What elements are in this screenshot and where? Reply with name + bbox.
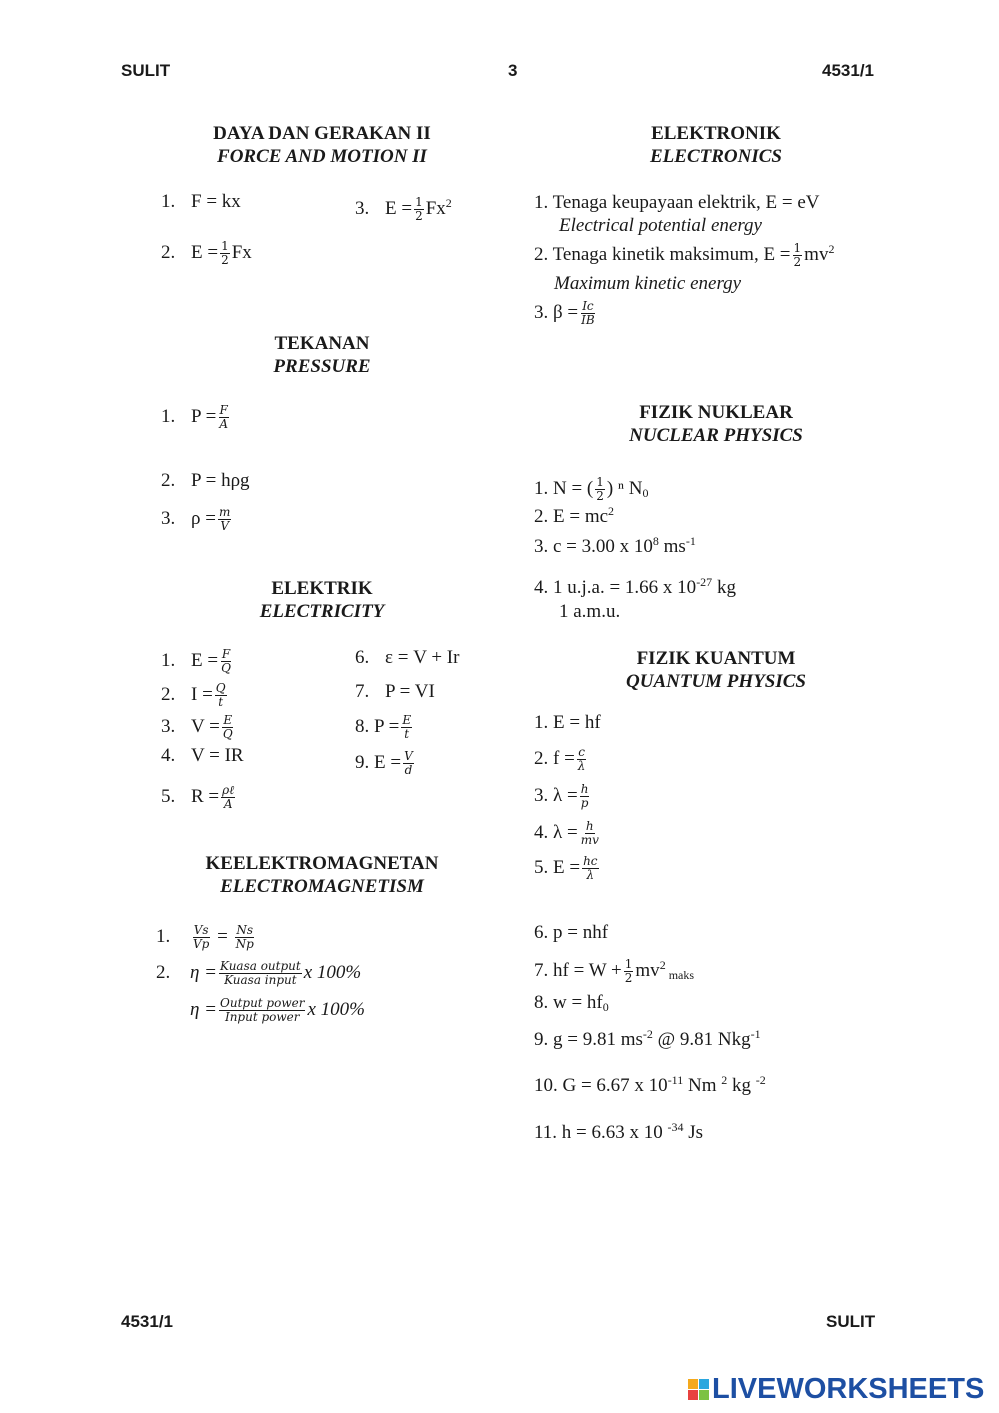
formula-force-3: 3. E = $\frac{1}{2}$ Fx$^2$: [355, 195, 452, 223]
formula-quantum-7: 7. hf = W + $\frac{1}{2}$ $mv^2$ $_{maks}$: [534, 957, 695, 985]
section-quantum: [556, 647, 876, 693]
formula-em-3: η = $\frac{\text{Output power}}{\text{Input power}}$ x 100%: [190, 996, 365, 1024]
formula-electricity-1: 1. E = $\frac{F}{Q}$: [161, 647, 231, 675]
section-electronics: [556, 122, 876, 168]
formula-quantum-8: 8. $w = hf_0$: [534, 992, 609, 1014]
liveworksheets-logo-icon: [688, 1379, 709, 1400]
formula-force-2: 2. E = $\frac{1}{2}$ Fx: [161, 239, 252, 267]
formula-quantum-10: 10. G = 6.67 x $10^{-11}$ Nm $^2$ kg $^{-2}$: [534, 1073, 766, 1096]
section-title-en: PRESSURE: [273, 356, 371, 377]
formula-quantum-9: 9. g = 9.81 $ms^{-2}$ @ 9.81 Nkg$^{-1}$: [534, 1027, 761, 1050]
section-title-ms: FIZIK KUANTUM: [636, 648, 796, 669]
section-electricity: [162, 577, 482, 623]
formula-em-2: 2. η = $\frac{\text{Kuasa output}}{\text{Kuasa input}}$ x 100%: [156, 959, 362, 987]
formula-electricity-7: 7. P = VI: [355, 681, 435, 702]
section-pressure: [162, 332, 482, 378]
formula-pressure-3: 3. ρ = $\frac{m}{V}$: [161, 505, 231, 533]
formula-quantum-4: 4. λ = $\frac{h}{mv}$: [534, 819, 599, 847]
footer-right: SULIT: [826, 1312, 876, 1331]
formula-electricity-6: 6. ε = V + Ir: [355, 647, 460, 668]
formula-pressure-1: 1. P = $\frac{F}{A}$: [161, 403, 228, 431]
section-title-ms: FIZIK NUKLEAR: [639, 402, 793, 423]
formula-electricity-8: 8. P = $\frac{E}{t}$: [355, 713, 412, 741]
header-right: 4531/1: [822, 61, 874, 80]
formula-force-1: 1. F = kx: [161, 191, 241, 212]
formula-electricity-5: 5. R = $\frac{\text{ρℓ}}{A}$: [161, 783, 235, 811]
section-title-ms: ELEKTRONIK: [651, 123, 781, 144]
formula-electronics-1-en: Electrical potential energy: [559, 215, 762, 236]
section-title-ms: TEKANAN: [274, 333, 370, 354]
formula-nuclear-4: 4. 1 u.j.a. = 1.66 x $10^{-27}$ kg: [534, 575, 736, 598]
liveworksheets-logo-text: LIVEWORKSHEETS: [712, 1373, 985, 1405]
formula-pressure-2: 2. P = hρg: [161, 470, 250, 491]
formula-quantum-11: 11. h = 6.63 x 10 $^{-34}$ Js: [534, 1120, 704, 1143]
section-title-ms: DAYA DAN GERAKAN II: [213, 123, 431, 144]
footer-left: 4531/1: [121, 1312, 173, 1331]
formula-electronics-1: 1. Tenaga keupayaan elektrik, E = eV: [534, 192, 820, 213]
section-title-en: QUANTUM PHYSICS: [626, 671, 806, 692]
page-number: 3: [508, 61, 518, 80]
formula-quantum-6: 6. p = nhf: [534, 922, 609, 943]
formula-electricity-9: 9. E = $\frac{V}{d}$: [355, 749, 413, 777]
formula-quantum-1: 1. E = hf: [534, 712, 601, 733]
formula-electricity-3: 3. V = $\frac{E}{Q}$: [161, 713, 233, 741]
formula-electronics-3: 3. β = $\frac{Ic}{IB}$: [534, 299, 595, 327]
section-title-en: ELECTRONICS: [650, 146, 782, 167]
formula-electricity-4: 4. V = IR: [161, 745, 244, 766]
liveworksheets-logo: [688, 1373, 984, 1406]
formula-electricity-2: 2. I = $\frac{Q}{t}$: [161, 681, 226, 709]
formula-electronics-2: 2. Tenaga kinetik maksimum, E = $\frac{1}{2}$ $mv^2$: [534, 241, 835, 269]
formula-electronics-2-en: Maximum kinetic energy: [554, 273, 742, 294]
section-nuclear: [556, 401, 876, 447]
section-title-en: NUCLEAR PHYSICS: [629, 425, 803, 446]
section-title-en: ELECTRICITY: [259, 601, 385, 622]
formula-quantum-2: 2. f = $\frac{c}{\lambda}$: [534, 745, 586, 773]
header-left: SULIT: [121, 61, 171, 80]
formula-nuclear-2: 2. $E = mc^2$: [534, 504, 615, 527]
formula-nuclear-4-en: 1 a.m.u.: [559, 601, 621, 622]
section-electromagnetism: [162, 852, 482, 898]
formula-nuclear-3: 3. c = 3.00 x $10^8$ $ms^{-1}$: [534, 534, 696, 557]
section-title-en: ELECTROMAGNETISM: [220, 876, 424, 897]
formula-em-1: 1. $\frac{Vs}{Vp}$ = $\frac{Ns}{Np}$: [156, 923, 254, 951]
section-title-ms: ELEKTRIK: [271, 578, 373, 599]
formula-quantum-3: 3. λ = $\frac{h}{p}$: [534, 782, 589, 810]
section-title-en: FORCE AND MOTION II: [217, 146, 427, 167]
section-force-motion: [162, 122, 482, 168]
formula-quantum-5: 5. E = $\frac{hc}{\lambda}$: [534, 854, 598, 882]
section-title-ms: KEELEKTROMAGNETAN: [205, 853, 439, 874]
formula-nuclear-1: 1. N = ( $\frac{1}{2}$ ) ⁿ $N_0$: [534, 475, 649, 503]
